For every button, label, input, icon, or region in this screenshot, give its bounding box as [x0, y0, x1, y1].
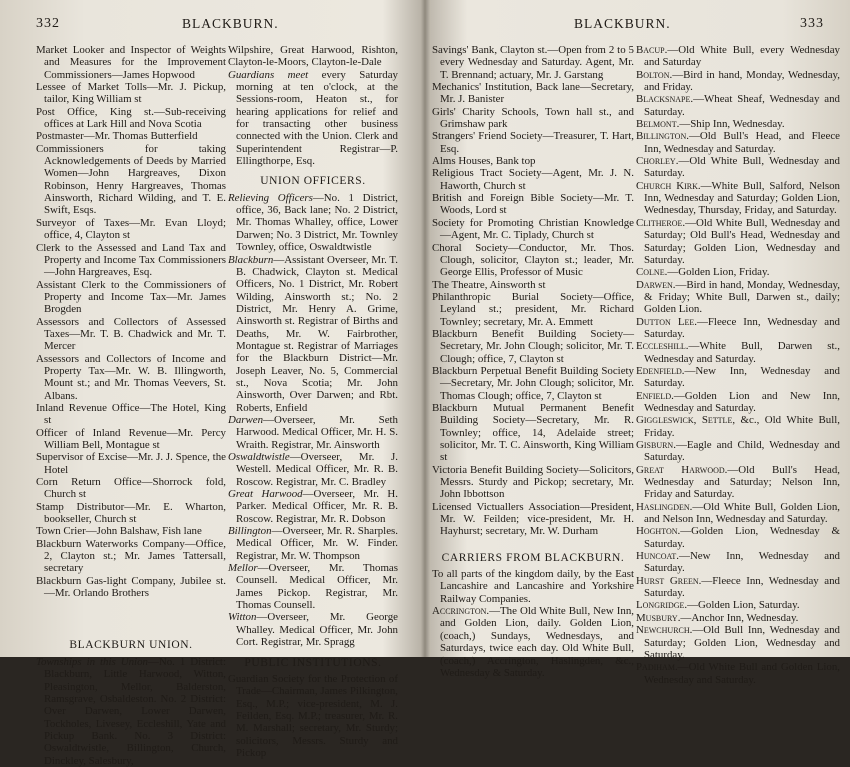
carrier-entry: [636, 550, 840, 575]
directory-entry: Assessors and Collectors of Assessed Taxes—Mr. T. B. Chadwick and Mr. T. Mercer: [36, 315, 226, 353]
officer-text: —Overseer, Mr. J. Westell. Medical Officer, Mr. R. B. Roscow. Registrar, Mr. C. Bradley: [236, 451, 398, 488]
carrier-text: —Bird in hand, Monday, Wednesday, and Friday.: [644, 68, 840, 94]
directory-entry: Corn Return Office—Shorrock fold, Church st: [36, 476, 226, 501]
running-head: BLACKBURN.: [574, 16, 671, 31]
guardians-label: Guardians meet: [228, 68, 309, 81]
section-heading-officers: UNION OFFICERS.: [260, 175, 366, 188]
directory-entry: Supervisor of Excise—Mr. J. J. Spence, the Hotel: [36, 451, 226, 476]
carrier-text: —Old Bull Inn, Wednesday and Saturday; Golden Lion, Wednesday and Saturday.: [644, 624, 840, 661]
guardians-entry: [228, 69, 398, 168]
carrier-place: Longridge.: [636, 599, 688, 612]
right-page-header: [428, 16, 850, 36]
carrier-entry: [636, 501, 840, 526]
left-column-1: [36, 44, 226, 767]
carrier-text: —Fleece Inn, Wednesday and Saturday.: [644, 315, 840, 340]
carrier-place: Edenfield.: [636, 364, 685, 377]
carrier-text: —Ship Inn, Wednesday.: [679, 118, 785, 131]
running-head: BLACKBURN.: [182, 16, 279, 31]
officer-label: Witton: [228, 611, 257, 624]
carrier-entry: [636, 180, 840, 217]
guardians-text: every Saturday morning at ten o'clock, at the Sessions-room, Heaton st., for hearing applications for relief and for transacting other business connected with the Union. Clerk and Superintendent Registrar—P. Ellingthorpe, Esq.: [236, 68, 398, 168]
officer-label: Darwen: [228, 413, 264, 426]
carrier-entry: [636, 217, 840, 266]
carrier-text: —Old White Bull, Golden Lion, and Nelson Inn, Wednesday and Saturday.: [644, 500, 840, 526]
carrier-entry: [636, 316, 840, 341]
directory-entry: Victoria Benefit Building Society—Solicitors, Messrs. Sturdy and Pickop; secretary, Mr. John Ibbottson: [432, 463, 634, 501]
carrier-text: &c., Old White Bull, Friday.: [644, 414, 840, 439]
directory-entry: Blackburn Gas-light Company, Jubilee st.—Mr. Orlando Brothers: [36, 574, 226, 600]
carrier-entry: [636, 118, 840, 130]
carrier-text: —Eagle and Child, Wednesday and Saturday.: [644, 439, 840, 464]
carrier-entry: [432, 605, 634, 679]
directory-entry: Blackburn Waterworks Company—Office, 2, Clayton st.; Mr. James Tattersall, secretary: [36, 537, 226, 575]
right-column-2: [636, 44, 840, 686]
carrier-entry: [636, 612, 840, 624]
directory-entry: Post Office, King st.—Sub-receiving offices at Lark Hill and Nova Scotia: [36, 105, 226, 131]
union-townships: [36, 656, 226, 767]
officer-label: Great Harwood: [228, 488, 303, 501]
carrier-place: Belmont.: [636, 118, 680, 131]
carrier-place: Bacup.: [636, 44, 668, 56]
directory-entry: Society for Promoting Christian Knowledge—Agent, Mr. C. Tiplady, Church st: [432, 216, 634, 242]
carrier-place: Musbury.: [636, 611, 681, 624]
directory-entry: Choral Society—Conductor, Mr. Thos. Clough, solicitor, Clayton st.; leader, Mr. George Ellis, Professor of Music: [432, 241, 634, 279]
directory-entry: The Theatre, Ainsworth st: [432, 278, 546, 291]
carrier-entry: [636, 340, 840, 365]
officer-entry: [228, 562, 398, 611]
carrier-place: Hoghton.: [636, 525, 681, 538]
carrier-entry: [636, 661, 840, 686]
carrier-place: Darwen.: [636, 278, 676, 291]
carrier-entry: [636, 93, 840, 118]
officer-text: —No. 1 District, office, 36, Back lane; No. 2 District, Mr. Thomas Whalley, office, Lower Darwen; No. 3 District, Mr. Townley Townley, office, Oswaldtwistle: [236, 191, 398, 254]
carrier-text: —Old White Bull, Wednesday and Saturday.: [644, 155, 840, 180]
carrier-place: Eccleshill.: [636, 340, 689, 353]
carrier-place: Huncoat.: [636, 550, 680, 563]
officer-entry: [228, 488, 398, 525]
carrier-entry: [636, 624, 840, 661]
directory-entry: Religious Tract Society—Agent, Mr. J. N. Haworth, Church st: [432, 167, 634, 192]
officer-entry: [228, 414, 398, 451]
carrier-place: Giggleswick, Settle,: [636, 414, 736, 427]
directory-entry: Stamp Distributor—Mr. E. Wharton, bookseller, Church st: [36, 500, 226, 526]
officer-text: —Overseer, Mr. H. Parker. Medical Officer, Mr. R. B. Roscow. Registrar, Mr. R. Dobson: [236, 488, 399, 525]
left-page-header: [0, 16, 422, 36]
carrier-text: —Bird in hand, Monday, Wednesday, & Friday; White Bull, Darwen st., daily; Golden Lion.: [644, 278, 840, 316]
carrier-text: —Wheat Sheaf, Wednesday and Saturday.: [644, 93, 840, 118]
carrier-entry: [636, 44, 840, 69]
directory-entry: Surveyor of Taxes—Mr. Evan Lloyd; office, 4, Clayton st: [36, 216, 226, 242]
carrier-place: Newchurch.: [636, 624, 693, 637]
directory-entry: Mechanics' Institution, Back lane—Secretary, Mr. J. Banister: [432, 81, 634, 106]
directory-entry: British and Foreign Bible Society—Mr. T. Woods, Lord st: [432, 192, 634, 217]
right-page: [428, 0, 850, 686]
directory-entry: Blackburn Perpetual Benefit Building Society—Secretary, Mr. John Clough; solicitor, Mr. Thomas Clough; office, 7, Clayton st: [432, 364, 634, 402]
carrier-entry: [636, 390, 840, 415]
carrier-place: Chorley.: [636, 155, 679, 168]
carrier-text: —White Bull, Salford, Nelson Inn, Wednesday and Saturday; Golden Lion, Wednesday, Thursday, Friday, and Saturday.: [644, 179, 840, 217]
carriers-intro: To all parts of the kingdom daily, by the East Lancashire and Lancashire and Yorkshire Railway Companies.: [432, 568, 634, 605]
carrier-place: Billington.: [636, 130, 689, 143]
directory-entry: Alms Houses, Bank top: [432, 155, 536, 168]
carrier-place: Bolton.: [636, 68, 673, 81]
officer-label: Blackburn: [228, 253, 274, 266]
union-text: —No. 1 District: Blackburn, Little Harwood, Witton, Pleasington, Mellor, Balderston, Ramsgrave, Osbaldeston. No. 2 District: Over Darwen, Lower Darwen, Tockholes, Livesey, Eccleshill, Yate and Pickup Bank. No. 3 District: Oswaldtwistle, Billington, Church, Dinckley, Salesbury,: [44, 655, 226, 767]
officer-label: Mellor: [228, 562, 258, 575]
carrier-place: Dutton Lee.: [636, 315, 697, 328]
officer-entry: [228, 525, 398, 562]
carrier-text: —Golden Lion, Saturday.: [687, 599, 800, 612]
directory-entry: Savings' Bank, Clayton st.—Open from 2 to 5 every Wednesday and Saturday. Agent, Mr. T. Brennand; actuary, Mr. J. Garstang: [432, 44, 634, 81]
directory-entry: Clerk to the Assessed and Land Tax and Property and Income Tax Commissioners—John Hargreaves, Esq.: [36, 241, 226, 279]
carrier-place: Haslingden.: [636, 500, 693, 513]
public-institution-entry: Guardian Society for the Protection of Trade—Chairman, James Pilkington, Esq., M.P.; vice-president, M. J. Feilden, Esq. M.P.; treasurer, Mr. R. M. Marshall; secretary, Mr. Sturdy; solicitors, Messrs. Sturdy and Pickop: [228, 672, 398, 759]
carrier-text: —Old Bull's Head, and Fleece Inn, Wednesday and Saturday.: [644, 130, 840, 155]
carrier-text: —White Bull, Darwen st., Wednesday and Saturday.: [644, 340, 840, 365]
carrier-text: —Old White Bull and Golden Lion, Wednesday and Saturday.: [644, 661, 840, 686]
directory-entry: Blackburn Benefit Building Society—Secretary, Mr. John Clough; solicitor, Mr. T. Clough; office, 7, Clayton st: [432, 327, 634, 365]
page-number: 333: [800, 16, 824, 31]
directory-entry: Postmaster—Mr. Thomas Butterfield: [36, 130, 198, 143]
officer-text: —Overseer, Mr. George Whalley. Medical Officer, Mr. John Cort. Registrar, Mr. Spragg: [236, 611, 398, 649]
carrier-text: —New Inn, Wednesday and Saturday.: [644, 364, 840, 390]
carrier-text: —Golden Lion and New Inn, Wednesday and Saturday.: [644, 389, 840, 414]
carrier-entry: [636, 464, 840, 501]
officer-text: —Overseer, Mr. Thomas Counsell. Medical Officer, Mr. James Pickop. Registrar, Mr. Thomas Counsell.: [236, 562, 398, 612]
officer-text: —Overseer, Mr. R. Sharples. Medical Officer, Mr. W. Finder. Registrar, Mr. W. Thompson: [236, 525, 398, 562]
carrier-entry: [636, 525, 840, 550]
officer-entry: [228, 611, 398, 648]
left-column-2: [228, 44, 398, 759]
directory-entry: Market Looker and Inspector of Weights and Measures for the Improvement Commissioners—James Hopwood: [36, 44, 226, 81]
carrier-entry: [636, 414, 840, 439]
carrier-place: Hurst Green.: [636, 574, 702, 587]
carrier-text: —Old Bull's Head, Wednesday and Saturday; Nelson Inn, Friday and Saturday.: [644, 463, 840, 501]
directory-entry: Girls' Charity Schools, Town hall st., and Grimshaw park: [432, 105, 634, 131]
carrier-place: Great Harwood.: [636, 463, 728, 476]
section-heading-public: PUBLIC INSTITUTIONS.: [244, 656, 382, 669]
officer-entry: [228, 451, 398, 488]
directory-entry: Inland Revenue Office—The Hotel, King st: [36, 401, 226, 427]
carrier-entry: [636, 365, 840, 390]
officer-label: Relieving Officers: [228, 191, 313, 204]
carrier-entry: [636, 155, 840, 180]
carrier-place: Padiham.: [636, 661, 678, 674]
directory-entry: Assistant Clerk to the Commissioners of Property and Income Tax—Mr. James Brogden: [36, 278, 226, 316]
directory-entry: Licensed Victuallers Association—President, Mr. W. Feilden; vice-president, Mr. H. Hayhurst; secretary, Mr. W. Durham: [432, 500, 634, 538]
carrier-text: —Old White Bull, every Wednesday and Saturday: [644, 44, 840, 69]
directory-entry: Assessors and Collectors of Income and Property Tax—Mr. W. B. Illingworth, Mount st.; and Mr. Thomas Veevers, St. Albans.: [36, 352, 226, 402]
carrier-place: Colne.: [636, 266, 668, 279]
carrier-text: —Golden Lion, Friday.: [667, 266, 770, 279]
officer-label: Oswaldtwistle: [228, 451, 290, 463]
carrier-text: —Anchor Inn, Wednesday.: [680, 611, 799, 624]
union-label: Townships in this Union: [36, 655, 148, 668]
carrier-entry: [636, 279, 840, 316]
page-number: 332: [36, 16, 60, 31]
section-heading-carriers: CARRIERS FROM BLACKBURN.: [441, 551, 625, 564]
carrier-place: Gisburn.: [636, 439, 676, 451]
officer-entry: [228, 192, 398, 254]
carrier-entry: [636, 69, 840, 94]
carrier-entry: [636, 599, 840, 611]
left-page: [0, 0, 422, 767]
carrier-place: Clitheroe.: [636, 216, 686, 229]
directory-entry: Philanthropic Burial Society—Office, Leyland st.; president, Mr. Richard Townley; secretary, Mr. A. Emmett: [432, 290, 634, 328]
directory-entry: Commissioners for taking Acknowledgements of Deeds by Married Women—John Hargreaves, Dixon Robinson, Henry Hargreaves, Thomas Ainsworth, Richard Wilding, and T. E. Swift, Esqs.: [36, 142, 226, 217]
directory-entry: Officer of Inland Revenue—Mr. Percy William Bell, Montague st: [36, 426, 226, 451]
carrier-place: Enfield.: [636, 389, 674, 402]
carrier-text: —The Old White Bull, New Inn, and Golden Lion, daily. Golden Lion, (coach,) Sundays, Wednesdays, and Saturdays, twice each day. Old White Bull, (coach,) Accrington, Haslingden, &c., Wednesday & Saturday.: [440, 605, 634, 679]
directory-entry: Strangers' Friend Society—Treasurer, T. Hart, Esq.: [432, 130, 634, 155]
carrier-text: —Fleece Inn, Wednesday and Saturday.: [644, 574, 840, 600]
union-continued: Wilpshire, Great Harwood, Rishton, Clayton-le-Moors, Clayton-le-Dale: [228, 44, 398, 69]
carrier-entry: [636, 575, 840, 600]
directory-entry: Town Crier—John Balshaw, Fish lane: [36, 525, 202, 538]
officer-entry: [228, 254, 398, 414]
right-column-1: [432, 44, 634, 679]
directory-entry: Blackburn Mutual Permanent Benefit Building Society—Secretary, Mr. R. Townley; office, 14, Adelaide street; solicitor, Mr. T. C. Ainsworth, King William st: [432, 401, 634, 464]
carrier-place: Accrington.: [432, 605, 490, 618]
carrier-entry: [636, 130, 840, 155]
carrier-text: —New Inn, Wednesday and Saturday.: [644, 550, 840, 575]
officer-text: —Overseer, Mr. Seth Harwood. Medical Officer, Mr. H. S. Wraith. Registrar, Mr. Ainsworth: [236, 413, 398, 451]
carrier-entry: [636, 439, 840, 464]
carrier-text: —Old White Bull, Wednesday and Saturday; Old Bull's Head, Wednesday and Saturday; Golden Lion, Wednesday and Saturday.: [644, 216, 840, 266]
section-heading-union: BLACKBURN UNION.: [69, 639, 193, 652]
officer-label: Billington: [228, 525, 272, 538]
carrier-place: Church Kirk.: [636, 179, 701, 192]
carrier-place: Blacksnape.: [636, 93, 694, 106]
directory-entry: Lessee of Market Tolls—Mr. J. Pickup, tailor, King William st: [36, 81, 226, 106]
carrier-entry: [636, 266, 840, 278]
officer-text: —Assistant Overseer, Mr. T. B. Chadwick, Clayton st. Medical Officers, No. 1 District, Mr. Robert Wilding, Ainsworth st.; No. 2 District, Mr. Henry A. Grime, Ainsworth st. Registrar of Births and Deaths, Mr. W. Fairbrother, Montague st. Registrar of Marriages for the Blackburn District—Mr. Joseph Leaver, No. 5, Commercial st., Nova Scotia; Mr. John Ainsworth, Over Darwen; and Rbt. Roberts, Enfield: [236, 253, 398, 414]
carrier-text: —Golden Lion, Wednesday & Saturday.: [644, 525, 840, 550]
